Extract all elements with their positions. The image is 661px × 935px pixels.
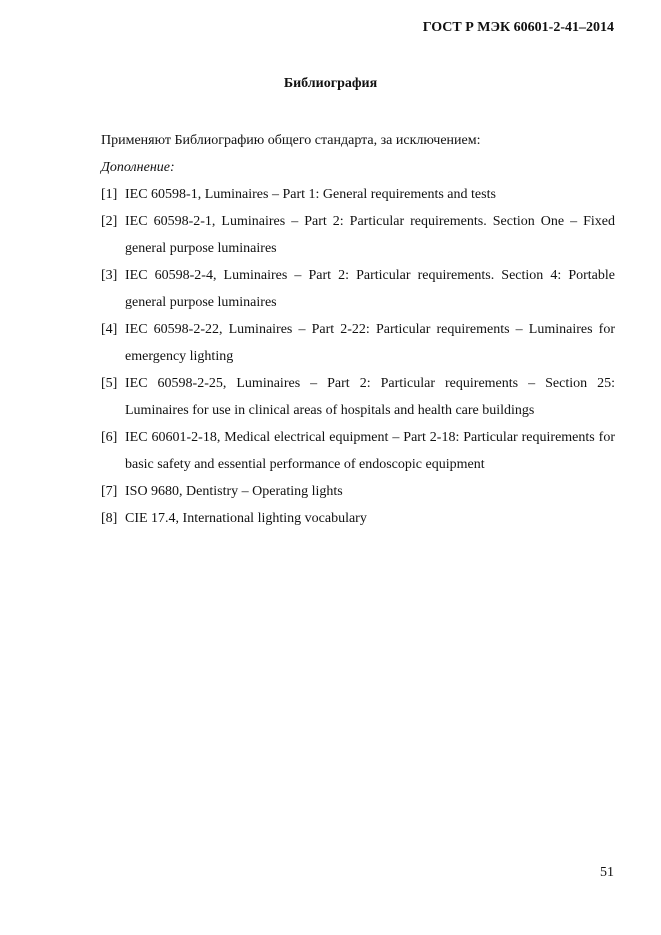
reference-list — [101, 181, 615, 532]
reference-number: [6] — [101, 430, 118, 445]
reference-text: IEC 60598-2-1, Luminaires – Part 2: Particular requirements. Section One – Fixed general purpose luminaires — [125, 214, 615, 256]
reference-item — [101, 316, 615, 370]
reference-text: IEC 60601-2-18, Medical electrical equipment – Part 2-18: Particular requirements for basic safety and essential performance of endoscopic equipment — [125, 430, 615, 472]
intro-paragraph: Применяют Библиографию общего стандарта, за исключением: — [101, 133, 481, 148]
reference-number: [8] — [101, 511, 118, 526]
reference-number: [7] — [101, 484, 118, 499]
reference-text: IEC 60598-2-25, Luminaires – Part 2: Particular requirements – Section 25: Luminaires for use in clinical areas of hospitals and health care buildings — [125, 376, 615, 418]
reference-item — [101, 208, 615, 262]
reference-number: [5] — [101, 376, 118, 391]
page-number: 51 — [600, 865, 614, 880]
document-header-standard-id: ГОСТ Р МЭК 60601-2-41–2014 — [422, 20, 614, 35]
reference-text: IEC 60598-2-4, Luminaires – Part 2: Particular requirements. Section 4: Portable general purpose luminaires — [125, 268, 615, 310]
reference-number: [1] — [101, 187, 118, 202]
reference-item — [101, 181, 615, 208]
reference-item — [101, 370, 615, 424]
reference-number: [2] — [101, 214, 118, 229]
reference-item — [101, 505, 615, 532]
reference-item — [101, 262, 615, 316]
reference-item — [101, 424, 615, 478]
reference-text: IEC 60598-1, Luminaires – Part 1: General requirements and tests — [125, 187, 496, 202]
reference-number: [3] — [101, 268, 118, 283]
reference-text: CIE 17.4, International lighting vocabulary — [125, 511, 367, 526]
reference-number: [4] — [101, 322, 118, 337]
addition-label: Дополнение: — [101, 160, 175, 175]
reference-text: ISO 9680, Dentistry – Operating lights — [125, 484, 343, 499]
page-title: Библиография — [283, 76, 378, 91]
reference-text: IEC 60598-2-22, Luminaires – Part 2-22: Particular requirements – Luminaires for emergency lighting — [125, 322, 615, 364]
bibliography-content — [101, 127, 615, 532]
reference-item — [101, 478, 615, 505]
